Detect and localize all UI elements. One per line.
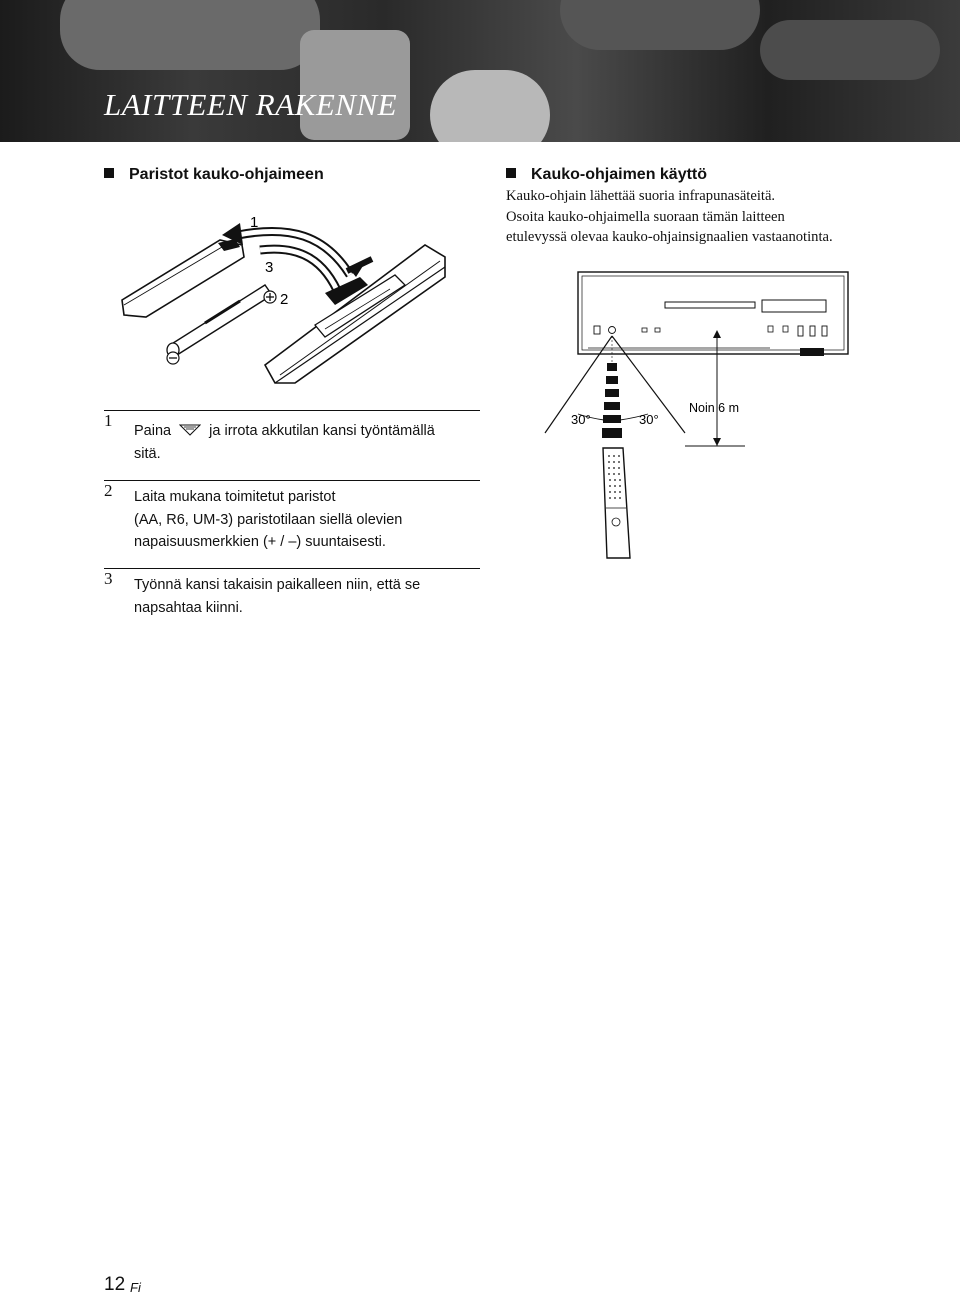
intro-line: Kauko-ohjain lähettää suoria infrapunasäteitä. [506, 188, 776, 204]
figure-label-2: 2 [280, 291, 289, 308]
header-photo-shape [760, 20, 940, 80]
step-text: napaisuusmerkkien (+ / –) suuntaisesti. [134, 534, 386, 550]
section-heading-text: Kauko-ohjaimen käyttö [531, 166, 708, 183]
header-photo-shape [60, 0, 320, 70]
battery-insertion-illustration [110, 205, 460, 390]
distance-label: Noin 6 m [689, 401, 740, 415]
step-text: Paina [134, 423, 172, 439]
step-text: sitä. [134, 445, 161, 462]
step-2 [104, 480, 480, 555]
step-text: napsahtaa kiinni. [134, 599, 243, 616]
intro-line: etulevyssä olevaa kauko-ohjainsignaalien vastaanotinta. [506, 229, 833, 245]
bullet-square-icon [104, 168, 114, 178]
figure-label-1: 1 [250, 214, 259, 231]
page-language-code: Fi [130, 1280, 141, 1295]
remote-control [603, 448, 630, 558]
intro-paragraph [506, 186, 926, 248]
step-number: 3 [104, 569, 113, 588]
press-tab-icon [179, 424, 201, 436]
section-heading-remote-use [506, 166, 707, 184]
intro-line: Osoita kauko-ohjaimella suoraan tämän laitteen [506, 208, 785, 225]
cd-player-front-panel [578, 272, 848, 356]
polarity-minus-icon [167, 352, 179, 364]
step-number: 1 [104, 411, 113, 430]
step-text: Laita mukana toimitetut paristot [134, 489, 336, 505]
step-text: Työnnä kansi takaisin paikalleen niin, että se [134, 577, 421, 593]
section-heading-batteries [104, 166, 324, 184]
step-text: (AA, R6, UM-3) paristotilaan siellä olevien [134, 511, 403, 528]
polarity-plus-icon [264, 291, 276, 303]
header-photo-shape [430, 70, 550, 142]
batteries [167, 285, 272, 357]
page-title: LAITTEEN RAKENNE [104, 87, 398, 122]
step-number: 2 [104, 481, 113, 500]
page-number: 12 [104, 1274, 126, 1295]
bullet-square-icon [506, 168, 516, 178]
step-1 [104, 410, 480, 475]
section-heading-text: Paristot kauko-ohjaimeen [129, 166, 324, 183]
header-photo-shape [300, 30, 410, 140]
figure-label-3: 3 [265, 259, 274, 276]
direction-arrows [222, 223, 372, 305]
header-photo-shape [560, 0, 760, 50]
angle-label-right: 30° [639, 412, 659, 427]
step-3 [104, 568, 480, 619]
header-banner [0, 0, 960, 142]
angle-label-left: 30° [571, 412, 591, 427]
battery-cover [122, 239, 244, 317]
step-text: ja irrota akkutilan kansi työntämällä [209, 423, 435, 439]
remote-range-illustration [530, 268, 860, 568]
